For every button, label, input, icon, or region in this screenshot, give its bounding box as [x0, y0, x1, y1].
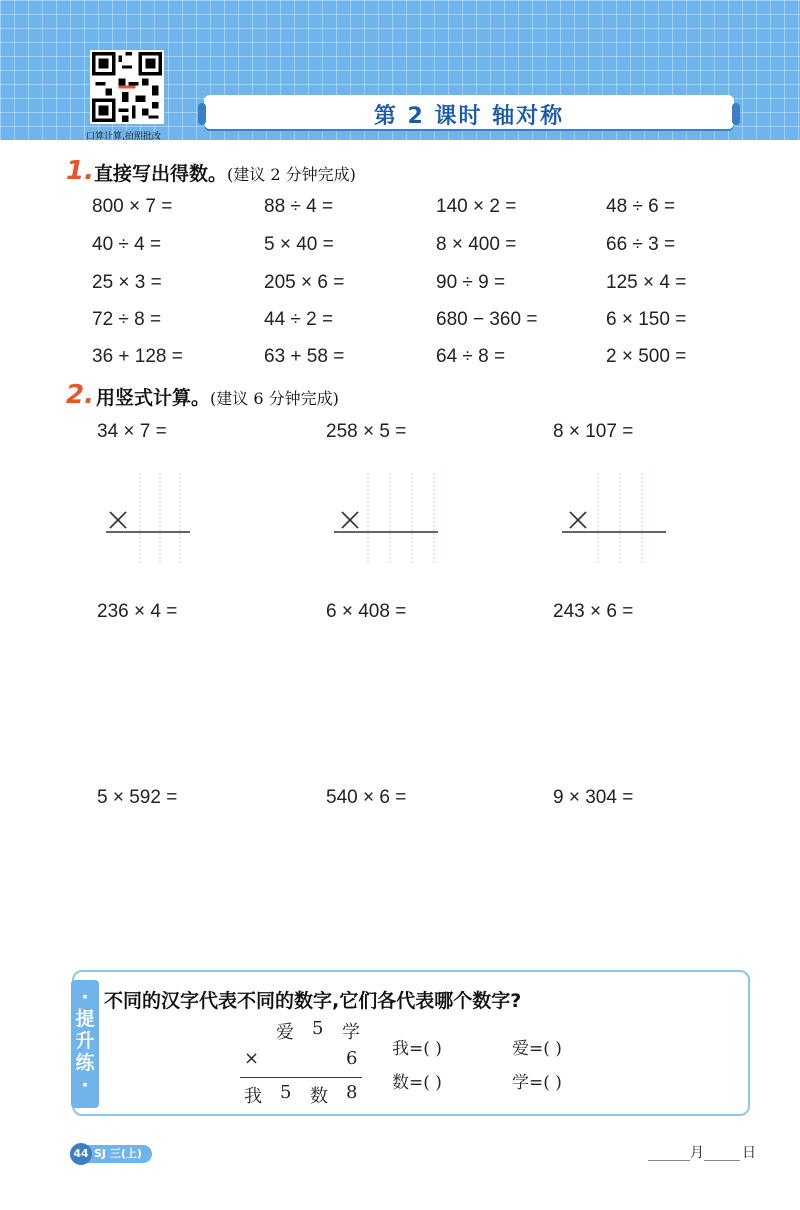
- oral-problem[interactable]: 66 ÷ 3 =: [606, 234, 676, 255]
- oral-problem[interactable]: 72 ÷ 8 =: [92, 309, 162, 330]
- vertical-problem[interactable]: 8 × 107 =: [553, 421, 634, 442]
- puzzle-row1-char2: 5: [312, 1018, 324, 1039]
- section-1-note: (建议 2 分钟完成): [227, 165, 356, 184]
- vertical-scaffold-3[interactable]: [558, 468, 658, 568]
- puzzle-result-char4: 8: [346, 1082, 358, 1103]
- puzzle-result-char2: 5: [280, 1082, 292, 1103]
- puzzle-row1-char3: 学: [342, 1022, 360, 1043]
- tab-char-2: 升: [75, 1030, 95, 1052]
- puzzle-result-char1: 我: [244, 1086, 262, 1107]
- lesson-title: 第 2 课时 轴对称: [373, 104, 565, 129]
- answer-shu[interactable]: 数=( ): [392, 1073, 442, 1093]
- puzzle-times-sign: ×: [244, 1048, 260, 1069]
- oral-problem[interactable]: 6 × 150 =: [606, 309, 687, 330]
- section-2-title-text: 用竖式计算。: [96, 387, 211, 409]
- oral-problem[interactable]: 48 ÷ 6 =: [606, 196, 676, 217]
- answer-wo[interactable]: 我=( ): [392, 1039, 442, 1059]
- section-2-note: (建议 6 分钟完成): [210, 389, 339, 408]
- puzzle-row1-char1: 爱: [276, 1022, 294, 1043]
- lesson-title-bar: [204, 95, 734, 129]
- vertical-problem[interactable]: 243 × 6 =: [553, 601, 634, 622]
- oral-problem[interactable]: 680 − 360 =: [436, 309, 538, 330]
- month-label: 月: [690, 1145, 704, 1161]
- section-2-title: [96, 383, 339, 410]
- oral-problem[interactable]: 25 × 3 =: [92, 272, 162, 293]
- oral-problem[interactable]: 88 ÷ 4 =: [264, 196, 334, 217]
- section-2-number: 2.: [66, 380, 94, 410]
- tab-char-3: 练: [75, 1052, 95, 1074]
- month-blank[interactable]: [648, 1160, 690, 1161]
- puzzle-multiplier: 6: [346, 1048, 358, 1069]
- answer-ai[interactable]: 爱=( ): [512, 1039, 562, 1059]
- edition-badge: SJ 三(上): [70, 1145, 152, 1163]
- extension-question: 不同的汉字代表不同的数字,它们各代表哪个数字?: [104, 990, 522, 1012]
- puzzle-underline: [240, 1077, 362, 1078]
- vertical-problem[interactable]: 5 × 592 =: [97, 787, 178, 808]
- oral-problem[interactable]: 63 + 58 =: [264, 346, 345, 367]
- section-1-title: [94, 159, 356, 186]
- qr-code-icon[interactable]: [90, 50, 164, 124]
- oral-problem[interactable]: 800 × 7 =: [92, 196, 173, 217]
- oral-problem[interactable]: 205 × 6 =: [264, 272, 345, 293]
- extension-tab: · 提 升 练 ·: [71, 980, 99, 1108]
- tab-char-1: 提: [75, 1008, 95, 1030]
- oral-problem[interactable]: 90 ÷ 9 =: [436, 272, 506, 293]
- vertical-problem[interactable]: 236 × 4 =: [97, 601, 178, 622]
- vertical-problem[interactable]: 6 × 408 =: [326, 601, 407, 622]
- oral-problem[interactable]: 2 × 500 =: [606, 346, 687, 367]
- puzzle-result-char3: 数: [310, 1086, 328, 1107]
- vertical-problem[interactable]: 540 × 6 =: [326, 787, 407, 808]
- vertical-problem[interactable]: 34 × 7 =: [97, 421, 167, 442]
- qr-caption: 口算计算,拍照批改: [86, 132, 161, 142]
- page-number: 44: [70, 1143, 92, 1165]
- oral-problem[interactable]: 36 + 128 =: [92, 346, 183, 367]
- vertical-problem[interactable]: 9 × 304 =: [553, 787, 634, 808]
- vertical-scaffold-1[interactable]: [98, 468, 198, 568]
- oral-problem[interactable]: 64 ÷ 8 =: [436, 346, 506, 367]
- oral-problem[interactable]: 8 × 400 =: [436, 234, 517, 255]
- day-label: 日: [742, 1145, 756, 1161]
- oral-problem[interactable]: 5 × 40 =: [264, 234, 334, 255]
- section-1-number: 1.: [66, 156, 94, 186]
- answer-xue[interactable]: 学=( ): [512, 1073, 562, 1093]
- oral-problem[interactable]: 140 × 2 =: [436, 196, 517, 217]
- section-1-title-text: 直接写出得数。: [94, 163, 228, 185]
- oral-problem[interactable]: 125 × 4 =: [606, 272, 687, 293]
- day-blank[interactable]: [704, 1160, 740, 1161]
- vertical-scaffold-2[interactable]: [328, 468, 428, 568]
- oral-problem[interactable]: 44 ÷ 2 =: [264, 309, 334, 330]
- vertical-problem[interactable]: 258 × 5 =: [326, 421, 407, 442]
- oral-problem[interactable]: 40 ÷ 4 =: [92, 234, 162, 255]
